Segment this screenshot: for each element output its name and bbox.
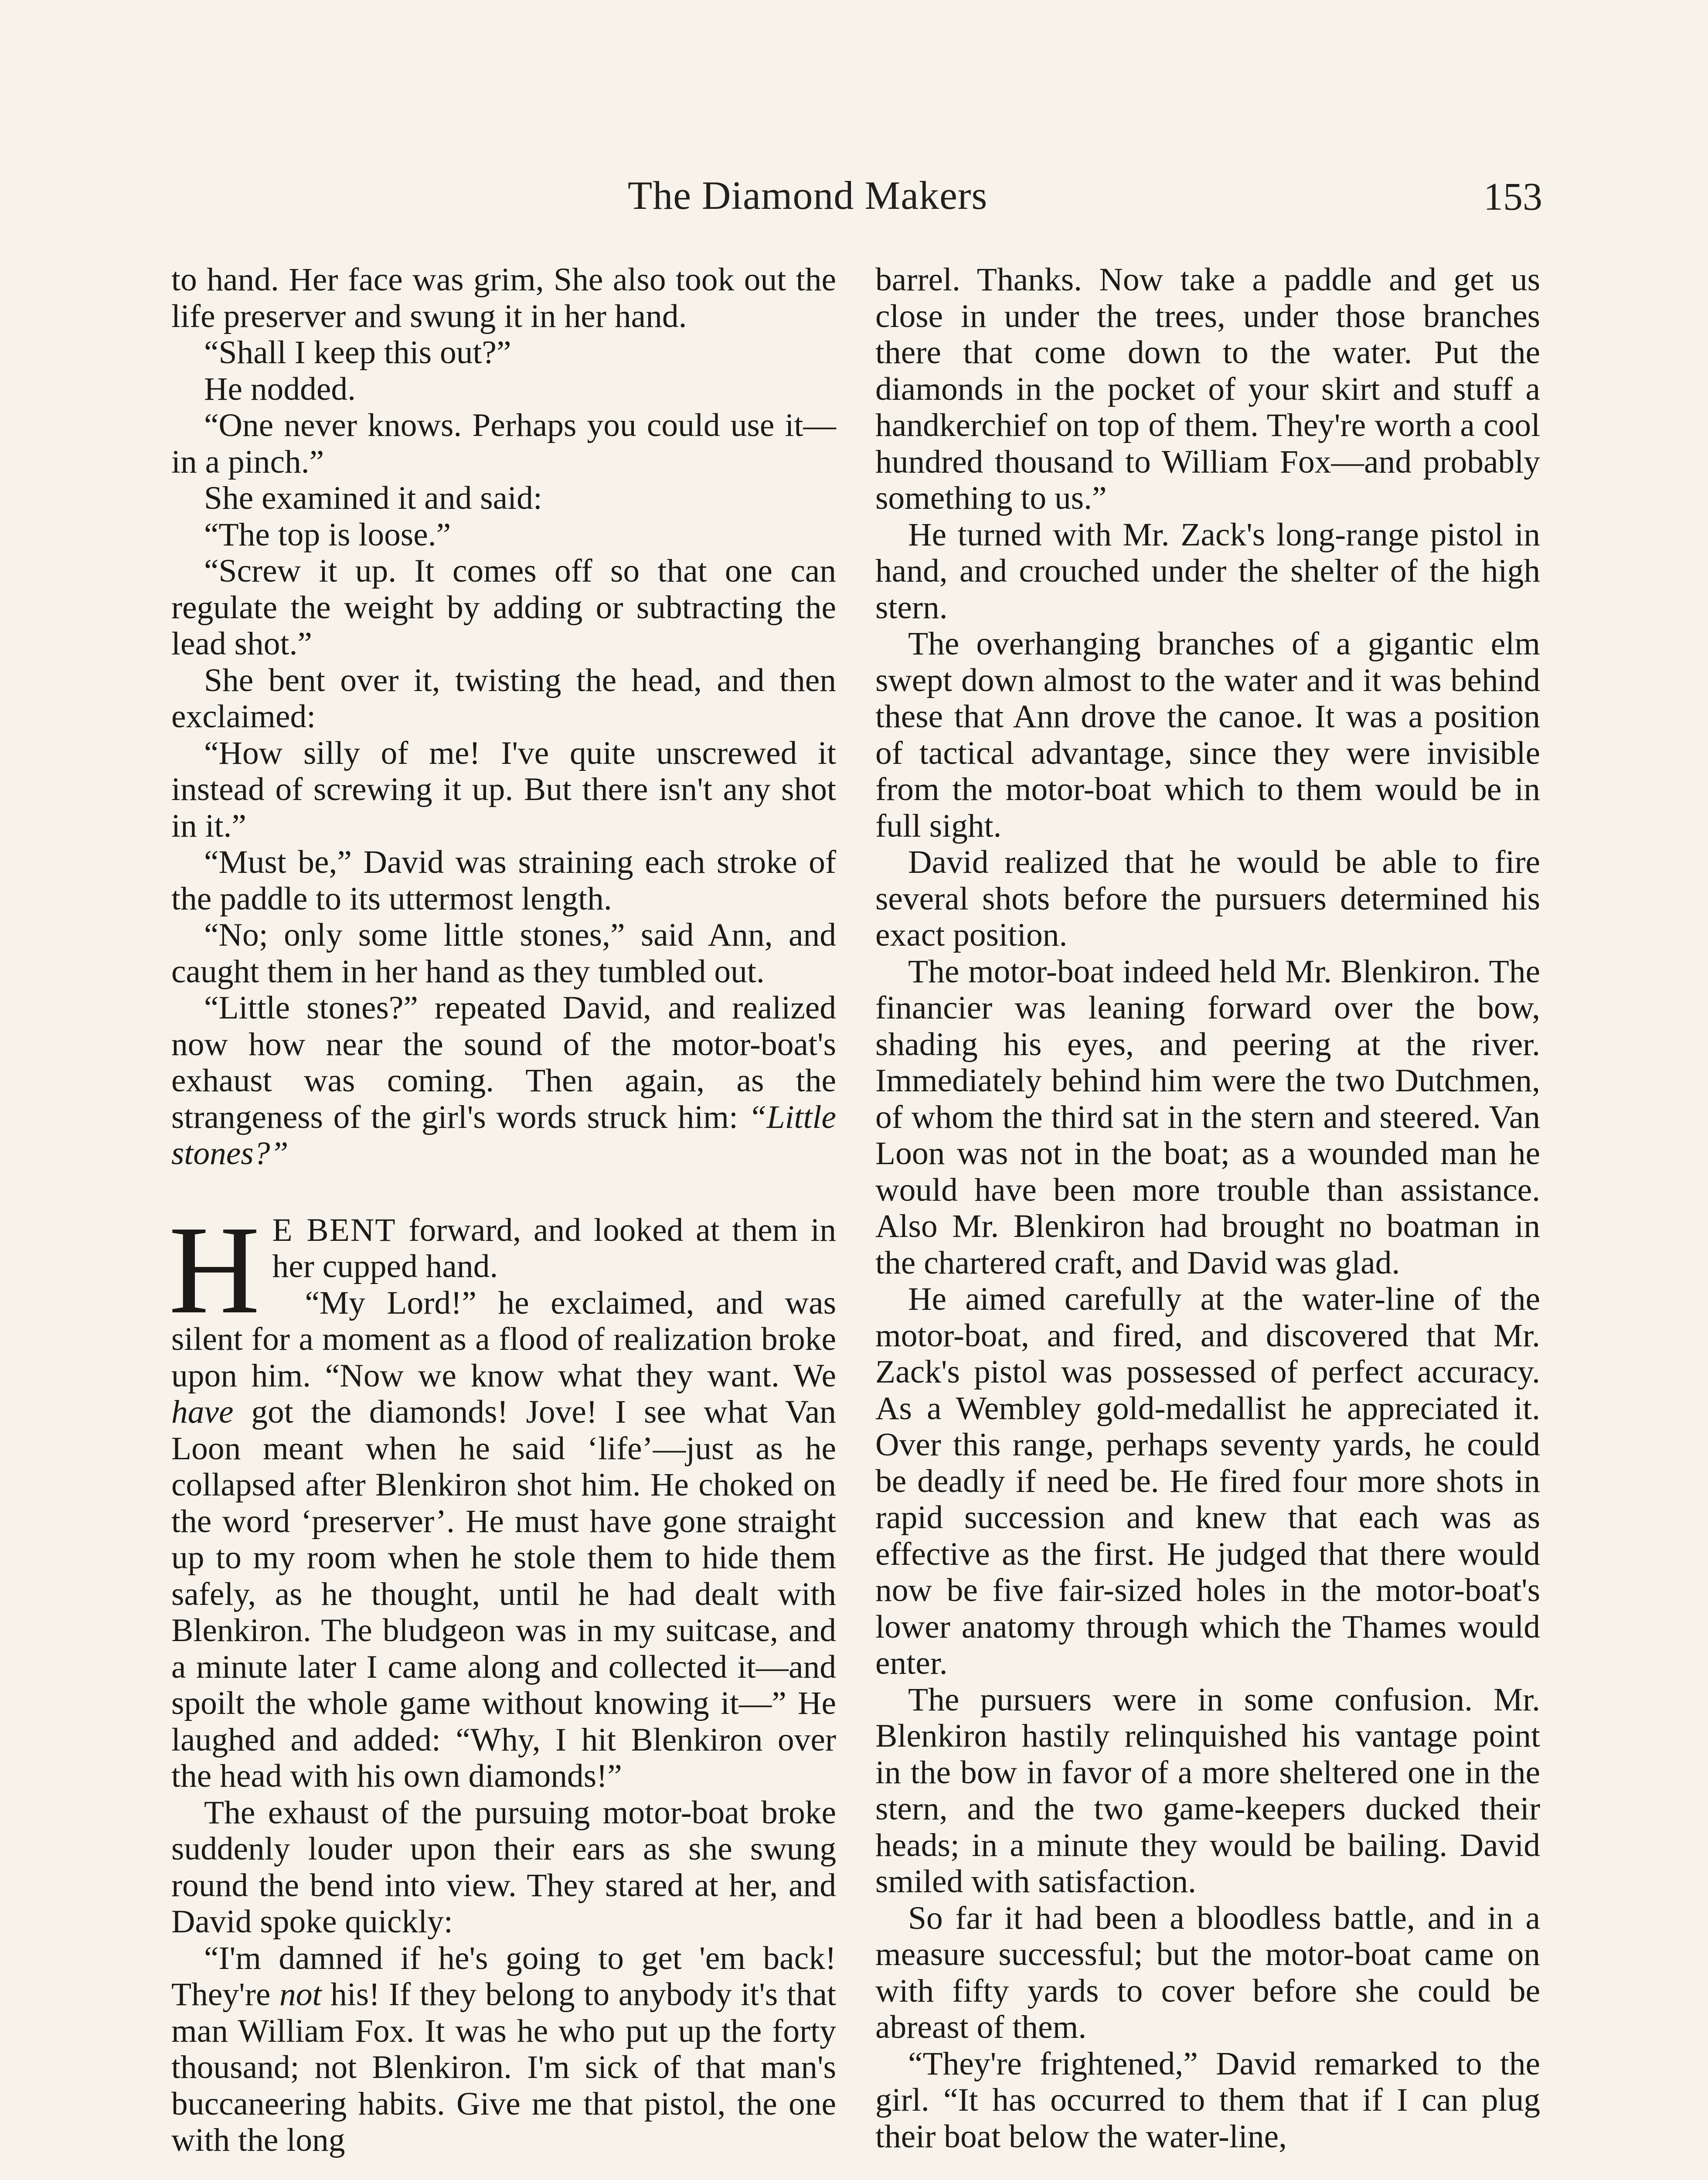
paragraph: She examined it and said:	[204, 480, 542, 516]
paragraph: “How silly of me! I've quite unscrewed it instead of screwing it up. But there isn't any shot in it.”	[171, 735, 836, 844]
paragraph: “No; only some little stones,” said Ann, and caught them in her hand as they tumbled out.	[171, 917, 836, 990]
paragraph: He aimed carefully at the water-line of the motor-boat, and fired, and discovered that Mr. Zack's pistol was possessed of perfect accuracy. As a Wembley gold-medallist he appreciated it. Over this range, perhaps seventy yards, he could be deadly if need be. He fired four more shots in rapid succession and knew that each was as effective as the first. He judged that there would now be five fair-sized holes in the motor-boat's lower anatomy through which the Thames would enter.	[875, 1281, 1540, 1681]
paragraph: “Must be,” David was straining each stroke of the paddle to its uttermost length.	[171, 844, 836, 917]
paragraph	[171, 1940, 836, 2159]
left-column	[171, 262, 836, 2159]
italic-word: have	[171, 1394, 234, 1430]
paragraph: to hand. Her face was grim, She also took out the life preserver and swung it in her hand.	[171, 262, 836, 334]
paragraph	[171, 990, 836, 1172]
paragraph: “They're frightened,” David remarked to the girl. “It has occurred to them that if I can plug their boat below the water-line,	[875, 2045, 1540, 2155]
paragraph-text: got the diamonds! Jove! I see what Van Loon meant when he said ‘life’—just as he collapsed after Blenkiron shot him. He choked on the word ‘preserver’. He must have gone straight up to my room when he stole them to hide them safely, as he thought, until he had dealt with Blenkiron. The bludgeon was in my suitcase, and a minute later I came along and collected it—and spoilt the whole game without knowing it—” He laughed and added: “Why, I hit Blenkiron over the head with his own diamonds!”	[171, 1394, 836, 1794]
italic-phrase: “Little stones?”	[171, 1099, 836, 1172]
small-caps-opening: E BENT	[272, 1212, 396, 1248]
paragraph: So far it had been a bloodless battle, and in a measure successful; but the motor-boat came on with fifty yards to cover before she could be abreast of them.	[875, 1900, 1540, 2045]
paragraph-text: “I'm damned if he's going to get 'em back! They're	[171, 1940, 836, 2013]
paragraph: She bent over it, twisting the head, and then exclaimed:	[171, 662, 836, 735]
paragraph: He turned with Mr. Zack's long-range pistol in hand, and crouched under the shelter of the high stern.	[875, 516, 1540, 626]
paragraph: “One never knows. Perhaps you could use it—in a pinch.”	[171, 407, 836, 480]
paragraph-text: his! If they belong to anybody it's that man William Fox. It was he who put up the forty thousand; not Blenkiron. I'm sick of that man's buccaneering habits. Give me that pistol, the one with the long	[171, 1976, 837, 2158]
paragraph	[171, 1285, 836, 1795]
paragraph: “Screw it up. It comes off so that one can regulate the weight by adding or subtracting the lead shot.”	[171, 553, 836, 662]
paragraph: “Shall I keep this out?”	[204, 334, 511, 371]
drop-cap: H	[169, 1199, 260, 1340]
paragraph: David realized that he would be able to fire several shots before the pursuers determined his exact position.	[875, 844, 1540, 953]
paragraph: The motor-boat indeed held Mr. Blenkiron. The financier was leaning forward over the bow, shading his eyes, and peering at the river. Immediately behind him were the two Dutchmen, of whom the third sat in the stern and steered. Van Loon was not in the boat; as a wounded man he would have been more trouble than assistance. Also Mr. Blenkiron had brought no boatman in the chartered craft, and David was glad.	[875, 953, 1540, 1281]
paragraph: The pursuers were in some confusion. Mr. Blenkiron hastily relinquished his vantage point in the bow in favor of a more sheltered one in the stern, and the two game-keepers ducked their heads; in a minute they would be bailing. David smiled with satisfaction.	[875, 1681, 1540, 1900]
right-column	[875, 262, 1540, 2155]
paragraph-text: forward, and looked at them in her cupped hand.	[272, 1212, 836, 1284]
page-number: 153	[1483, 175, 1542, 218]
paragraph: “The top is loose.”	[204, 516, 451, 553]
paragraph: The exhaust of the pursuing motor-boat broke suddenly louder upon their ears as she swung round the bend into view. They stared at her, and David spoke quickly:	[171, 1794, 836, 1940]
paragraph-text: “My Lord!” he exclaimed, and was silent for a moment as a flood of realization broke upon him. “Now we know what they want. We	[171, 1284, 836, 1394]
paragraph: The overhanging branches of a gigantic elm swept down almost to the water and it was behind these that Ann drove the canoe. It was a position of tactical advantage, since they were invisible from the motor-boat which to them would be in full sight.	[875, 626, 1540, 844]
paragraph: barrel. Thanks. Now take a paddle and get us close in under the trees, under those branches there that come down to the water. Put the diamonds in the pocket of your skirt and stuff a handkerchief on top of them. They're worth a cool hundred thousand to William Fox—and probably something to us.”	[875, 262, 1540, 516]
paragraph-text: “Little stones?” repeated David, and realized now how near the sound of the motor-boat's exhaust was coming. Then again, as the strangeness of the girl's words struck him:	[171, 990, 836, 1135]
italic-word: not	[279, 1976, 322, 2013]
running-head-title: The Diamond Makers	[628, 173, 988, 218]
paragraph: He nodded.	[204, 371, 356, 407]
